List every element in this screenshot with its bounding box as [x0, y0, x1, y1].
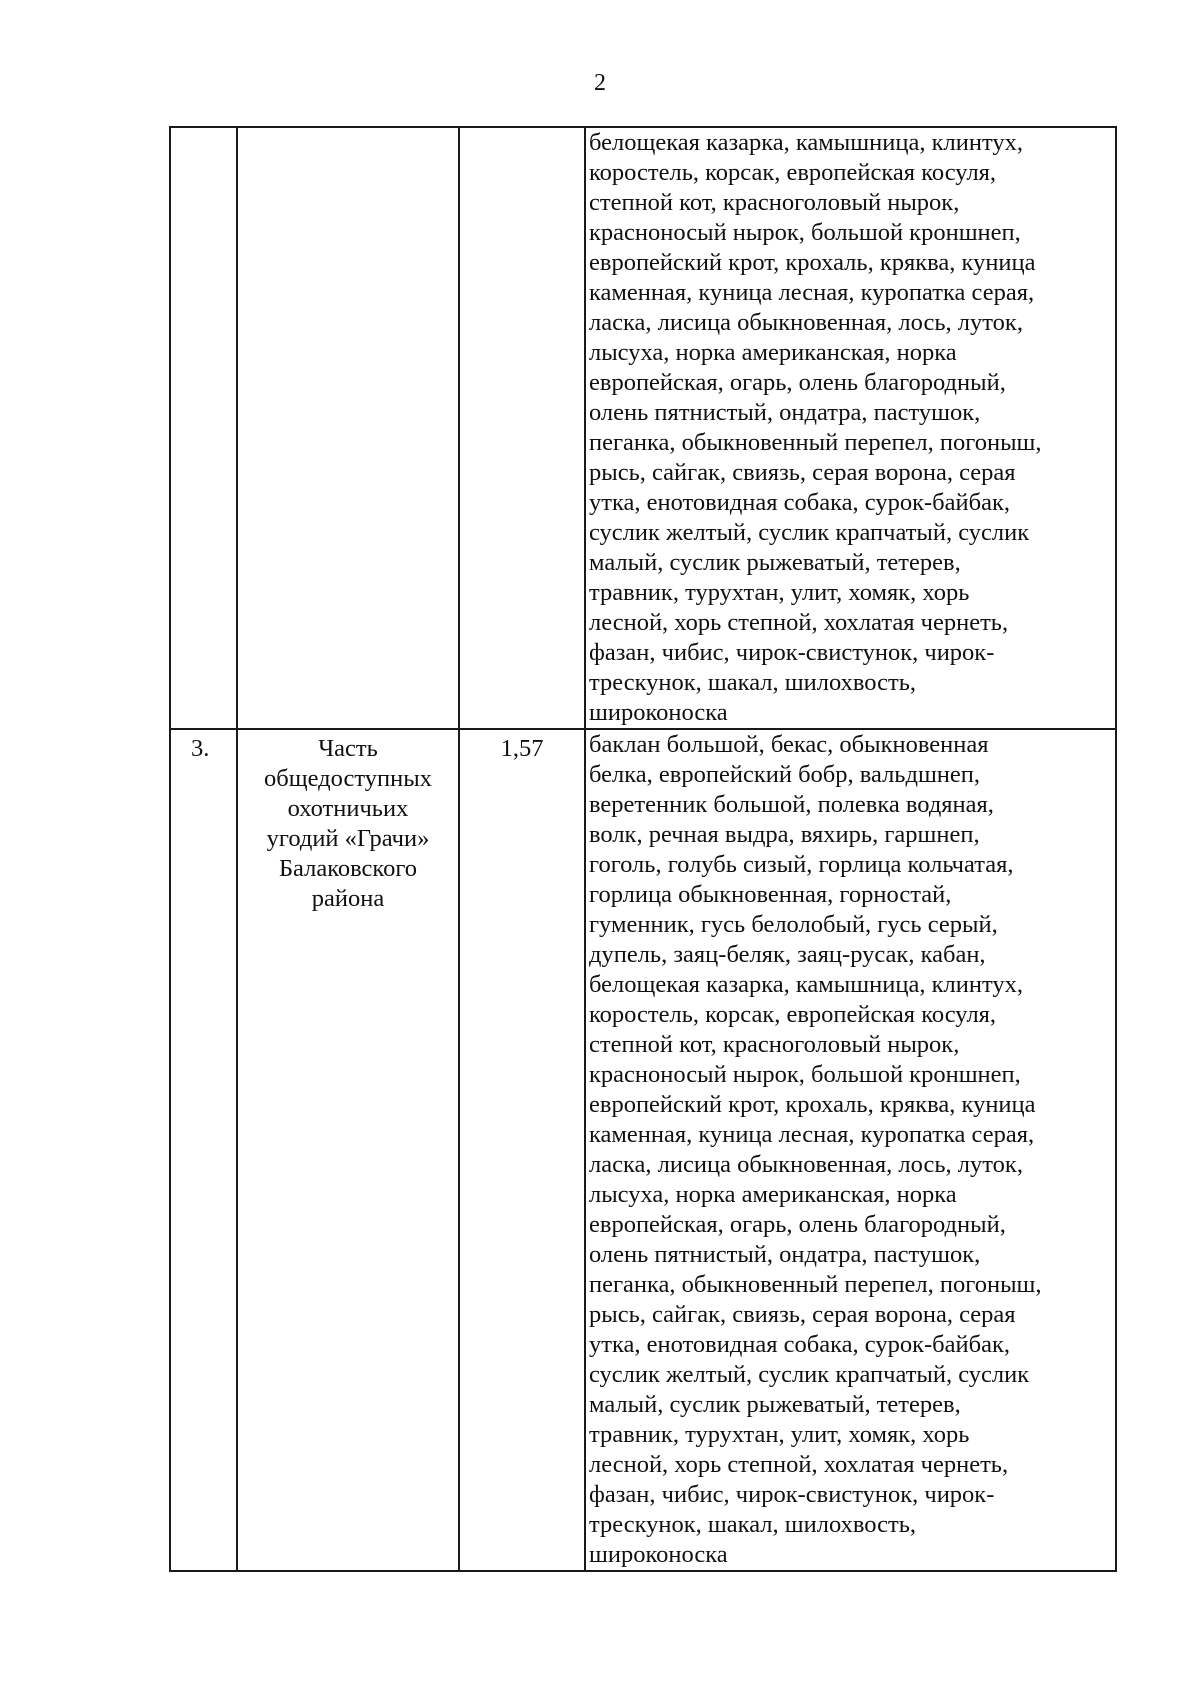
species-list-row-3: [589, 730, 1115, 1570]
species-line: волк, речная выдра, вяхирь, гаршнеп,: [589, 821, 980, 848]
ground-name-cell-empty: [237, 127, 459, 729]
hunting-grounds-table: [169, 126, 1117, 1572]
species-list-cell: [585, 127, 1116, 729]
species-line: европейская, огарь, олень благородный,: [589, 369, 1006, 396]
row-number-cell: [170, 729, 237, 1571]
ground-name-line: угодий «Грачи»: [266, 825, 430, 852]
species-line: малый, суслик рыжеватый, тетерев,: [589, 1391, 961, 1418]
ground-name-cell: [237, 729, 459, 1571]
species-line: ласка, лисица обыкновенная, лось, луток,: [589, 309, 1023, 336]
species-line: лысуха, норка американская, норка: [589, 1181, 957, 1208]
ground-name-line: охотничьих: [287, 795, 409, 822]
species-line: гоголь, голубь сизый, горлица кольчатая,: [589, 851, 1014, 878]
species-line: пеганка, обыкновенный перепел, погоныш,: [589, 1271, 1042, 1298]
species-line: рысь, сайгак, свиязь, серая ворона, серая: [589, 459, 1016, 486]
ground-name-line: района: [311, 885, 385, 912]
area-cell: [459, 729, 585, 1571]
species-line: трескунок, шакал, шилохвость,: [589, 669, 917, 696]
species-line: дупель, заяц-беляк, заяц-русак, кабан,: [589, 941, 986, 968]
species-line: травник, турухтан, улит, хомяк, хорь: [589, 579, 970, 606]
species-line: трескунок, шакал, шилохвость,: [589, 1511, 917, 1538]
ground-name: [238, 734, 458, 914]
species-line: широконоска: [589, 1541, 728, 1568]
species-line: каменная, куница лесная, куропатка серая,: [589, 279, 1035, 306]
species-line: баклан большой, бекас, обыкновенная: [589, 731, 989, 758]
species-line: ласка, лисица обыкновенная, лось, луток,: [589, 1151, 1023, 1178]
species-line: европейский крот, крохаль, кряква, куница: [589, 249, 1036, 276]
species-line: широконоска: [589, 699, 728, 726]
species-line: гуменник, гусь белолобый, гусь серый,: [589, 911, 998, 938]
species-line: веретенник большой, полевка водяная,: [589, 791, 994, 818]
species-line: суслик желтый, суслик крапчатый, суслик: [589, 519, 1030, 546]
species-line: суслик желтый, суслик крапчатый, суслик: [589, 1361, 1030, 1388]
species-line: олень пятнистый, ондатра, пастушок,: [589, 1241, 981, 1268]
species-line: степной кот, красноголовый нырок,: [589, 1031, 960, 1058]
row-number: 3.: [191, 735, 210, 762]
table-row-continued: [170, 127, 1116, 729]
species-line: белка, европейский бобр, вальдшнеп,: [589, 761, 981, 788]
species-line: олень пятнистый, ондатра, пастушок,: [589, 399, 981, 426]
species-line: каменная, куница лесная, куропатка серая,: [589, 1121, 1035, 1148]
species-line: коростель, корсак, европейская косуля,: [589, 1001, 997, 1028]
area-cell-empty: [459, 127, 585, 729]
area-value: 1,57: [500, 735, 544, 762]
table-row-3: [170, 729, 1116, 1571]
species-line: пеганка, обыкновенный перепел, погоныш,: [589, 429, 1042, 456]
species-line: горлица обыкновенная, горностай,: [589, 881, 952, 908]
species-line: фазан, чибис, чирок-свистунок, чирок-: [589, 1481, 995, 1508]
species-line: утка, енотовидная собака, сурок-байбак,: [589, 1331, 1010, 1358]
row-number-cell-empty: [170, 127, 237, 729]
ground-name-line: Балаковского: [278, 855, 418, 882]
species-line: европейская, огарь, олень благородный,: [589, 1211, 1006, 1238]
species-line: лесной, хорь степной, хохлатая чернеть,: [589, 1451, 1009, 1478]
species-line: белощекая казарка, камышница, клинтух,: [589, 971, 1023, 998]
species-line: утка, енотовидная собака, сурок-байбак,: [589, 489, 1010, 516]
species-line: красноносый нырок, большой кроншнеп,: [589, 219, 1021, 246]
species-line: коростель, корсак, европейская косуля,: [589, 159, 997, 186]
species-line: рысь, сайгак, свиязь, серая ворона, серая: [589, 1301, 1016, 1328]
ground-name-line: Часть: [318, 735, 378, 762]
species-line: белощекая казарка, камышница, клинтух,: [589, 129, 1023, 156]
species-line: фазан, чибис, чирок-свистунок, чирок-: [589, 639, 995, 666]
species-list-cell: [585, 729, 1116, 1571]
species-line: травник, турухтан, улит, хомяк, хорь: [589, 1421, 970, 1448]
ground-name-line: общедоступных: [264, 765, 432, 792]
species-line: лесной, хорь степной, хохлатая чернеть,: [589, 609, 1009, 636]
species-list-continued: [589, 128, 1115, 728]
species-line: лысуха, норка американская, норка: [589, 339, 957, 366]
species-line: степной кот, красноголовый нырок,: [589, 189, 960, 216]
species-line: европейский крот, крохаль, кряква, куница: [589, 1091, 1036, 1118]
species-line: малый, суслик рыжеватый, тетерев,: [589, 549, 961, 576]
page-number: 2: [594, 70, 606, 96]
species-line: красноносый нырок, большой кроншнеп,: [589, 1061, 1021, 1088]
